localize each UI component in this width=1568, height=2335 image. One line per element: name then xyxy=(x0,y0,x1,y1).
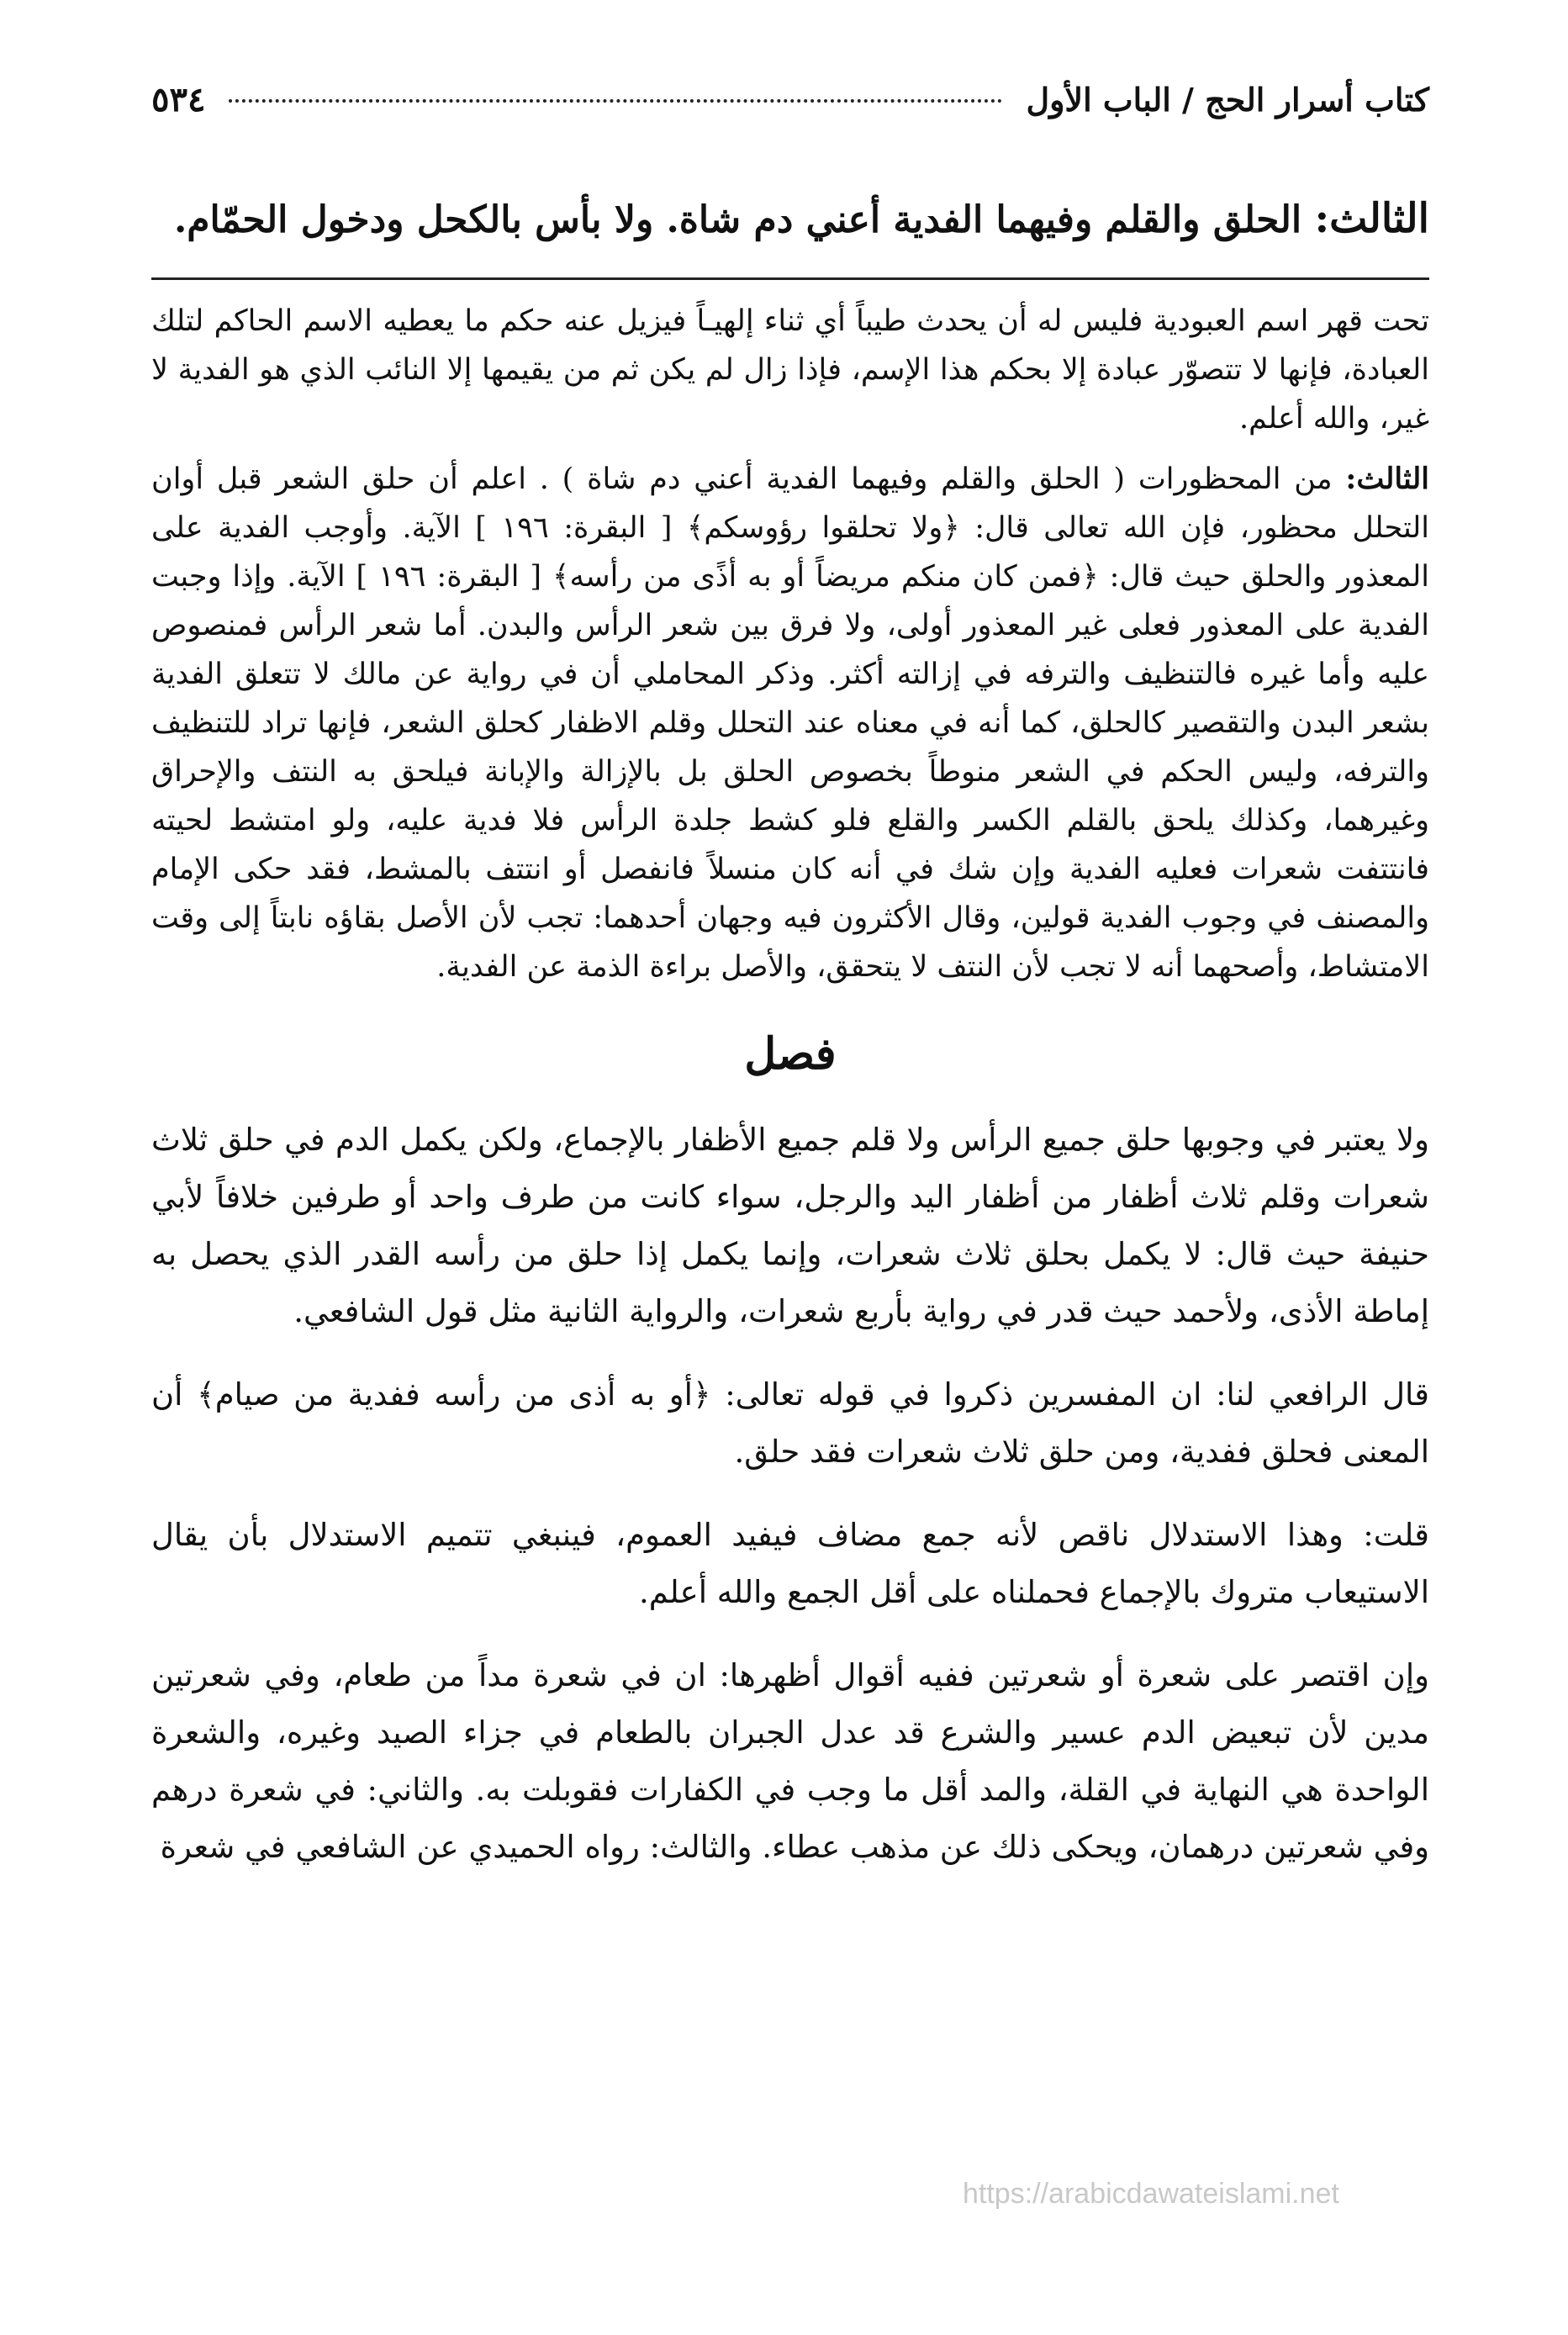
separator-rule xyxy=(151,277,1429,280)
section-heading: فصل xyxy=(744,1028,837,1080)
body-paragraph: وإن اقتصر على شعرة أو شعرتين ففيه أقوال أظهرها: ان في شعرة مداً من طعام، وفي شعرتين مدين لأن تبعيض الدم عسير والشرع قد عدل الجبران بالطعام في جزاء الصيد وغيره، والشعرة الواحدة هي النهاية في القلة، والمد أقل ما وجب في الكفارات فقوبلت به. والثاني: في شعرة درهم وفي شعرتين درهمان، ويحكى ذلك عن مذهب عطاء. والثالث: رواه الحميدي عن الشافعي في شعرة xyxy=(151,1657,1429,1865)
section-body xyxy=(151,1111,1429,1876)
chapter-title: كتاب أسرار الحج / الباب الأول xyxy=(1026,81,1429,119)
matn-body: الحلق والقلم وفيهما الفدية أعني دم شاة. ولا بأس بالكحل ودخول الحمّام. xyxy=(173,198,1315,241)
running-header xyxy=(151,80,1429,147)
body-paragraph: قلت: وهذا الاستدلال ناقص لأنه جمع مضاف فيفيد العموم، فينبغي تتميم الاستدلال بأن يقال الاستيعاب متروك بالإجماع فحملناه على أقل الجمع والله أعلم. xyxy=(151,1517,1429,1610)
dotted-leader xyxy=(229,99,1002,103)
page-number: ٥٣٤ xyxy=(151,80,206,119)
body-paragraph: قال الرافعي لنا: ان المفسرين ذكروا في قوله تعالى: ﴿أو به أذى من رأسه ففدية من صيام﴾ أن المعنى فحلق ففدية، ومن حلق ثلاث شعرات فقد حلق. xyxy=(151,1376,1429,1470)
watermark-url: https://arabicdawateislami.net xyxy=(963,2178,1339,2210)
body-paragraph: ولا يعتبر في وجوبها حلق جميع الرأس ولا قلم جميع الأظفار بالإجماع، ولكن يكمل الدم في حلق ثلاث شعرات وقلم ثلاث أظفار من أظفار اليد والرجل، سواء كانت من طرف واحد أو طرفين خلافاً لأبي حنيفة حيث قال: لا يكمل بحلق ثلاث شعرات، وإنما يكمل إذا حلق من رأسه القدر الذي يحصل به إماطة الأذى، ولأحمد حيث قدر في رواية بأربع شعرات، والرواية الثانية مثل قول الشافعي. xyxy=(151,1122,1429,1329)
commentary-paragraph: الثالث: من المحظورات ( الحلق والقلم وفيهما الفدية أعني دم شاة ) . اعلم أن حلق الشعر قبل أوان التحلل محظور، فإن الله تعالى قال: ﴿ولا تحلقوا رؤوسكم﴾ [ البقرة: ١٩٦ ] الآية. وأوجب الفدية على المعذور والحلق حيث قال: ﴿فمن كان منكم مريضاً أو به أذًى من رأسه﴾ [ البقرة: ١٩٦ ] الآية. وإذا وجبت الفدية على المعذور فعلى غير المعذور أولى، ولا فرق بين شعر الرأس والبدن. أما شعر الرأس فمنصوص عليه وأما غيره فالتنظيف والترفه في إزالته أكثر. وذكر المحاملي أن في رواية عن مالك لا تتعلق الفدية بشعر البدن والتقصير كالحلق، كما أنه في معناه عند التحلل وقلم الاظفار كحلق الشعر، فإنها تراد للتنظيف والترفه، وليس الحكم في الشعر منوطاً بخصوص الحلق بل بالإزالة والإبانة فيلحق به النتف والإحراق وغيرهما، وكذلك يلحق بالقلم الكسر والقلع فلو كشط جلدة الرأس فلا فدية عليه، ولو امتشط لحيته فانتتفت شعرات فعليه الفدية وإن شك في أنه كان منسلاً فانفصل أو انتتف بالمشط، فقد حكى الإمام والمصنف في وجوب الفدية قولين، وقال الأكثرون فيه وجهان أحدهما: تجب لأن الأصل بقاؤه نابتاً إلى وقت الامتشاط، وأصحهما أنه لا تجب لأن النتف لا يتحقق، والأصل براءة الذمة عن الفدية. xyxy=(151,462,1429,984)
commentary-block xyxy=(151,297,1429,991)
matn-text xyxy=(151,185,1429,254)
book-page xyxy=(151,80,1429,1901)
commentary-paragraph: تحت قهر اسم العبودية فليس له أن يحدث طيباً أي ثناء إلهيـاً فيزيل عنه حكم ما يعطيه الاسم الحاكم لتلك العبادة، فإنها لا تتصوّر عبادة إلا بحكم هذا الإسم، فإذا زال لم يكن ثم من يقيمها إلا النائب الذي هو الفدية لا غير، والله أعلم. xyxy=(151,304,1429,436)
paragraph-lead: الثالث: xyxy=(1345,462,1429,496)
matn-lead: الثالث: xyxy=(1314,195,1429,242)
